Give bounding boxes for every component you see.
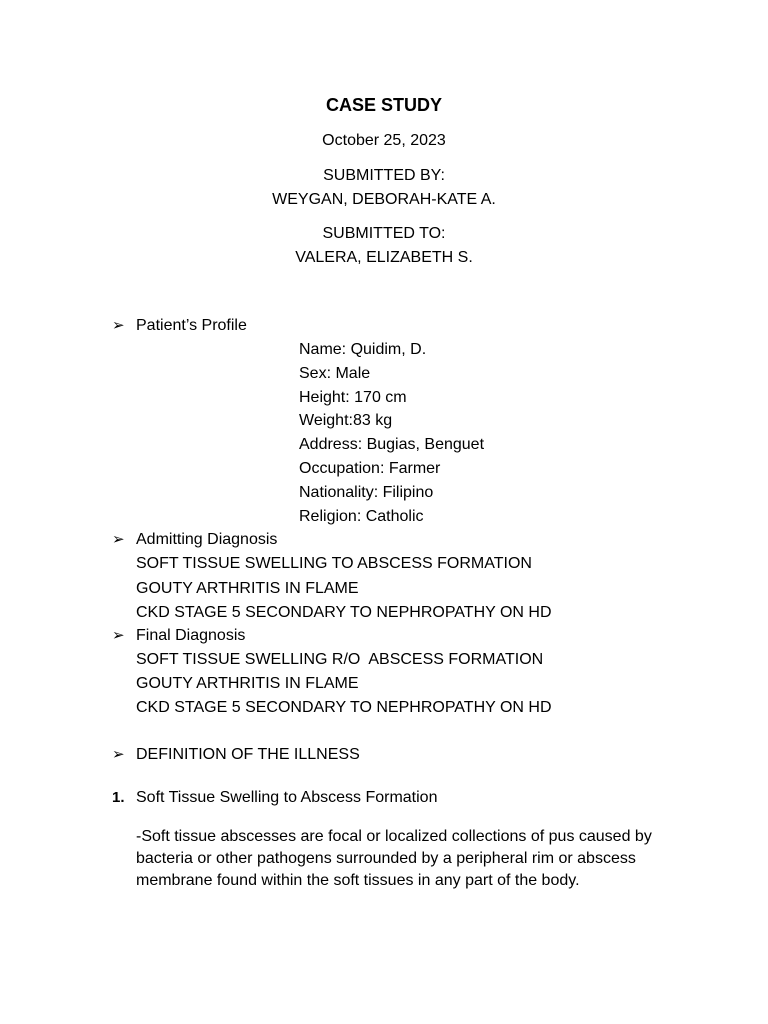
paragraph-line: membrane found within the soft tissues in any part of the body. [136, 872, 580, 889]
definition-heading: DEFINITION OF THE ILLNESS [136, 746, 360, 763]
final-diagnosis-item: CKD STAGE 5 SECONDARY TO NEPHROPATHY ON HD [136, 699, 552, 716]
definition-paragraph [136, 826, 696, 892]
arrow-bullet-icon: ➢ [112, 531, 125, 548]
admitting-diagnosis-item: SOFT TISSUE SWELLING TO ABSCESS FORMATION [136, 555, 532, 572]
arrow-bullet-icon: ➢ [112, 627, 125, 644]
admitting-diagnosis-item: CKD STAGE 5 SECONDARY TO NEPHROPATHY ON HD [136, 604, 552, 621]
paragraph-line: -Soft tissue abscesses are focal or localized collections of pus caused by [136, 828, 652, 845]
final-diagnosis-item: GOUTY ARTHRITIS IN FLAME [136, 675, 359, 692]
final-diagnosis-item: SOFT TISSUE SWELLING R/O ABSCESS FORMATION [136, 651, 544, 668]
admitting-diagnosis-heading: Admitting Diagnosis [136, 531, 278, 548]
profile-field-sex: Sex: Male [299, 365, 371, 382]
submitted-by-name: WEYGAN, DEBORAH-KATE A. [272, 191, 496, 208]
profile-field-address: Address: Bugias, Benguet [299, 436, 485, 453]
profile-field-occupation: Occupation: Farmer [299, 460, 441, 477]
submitted-by-label: SUBMITTED BY: [323, 167, 445, 184]
profile-field-nationality: Nationality: Filipino [299, 484, 434, 501]
submitted-to-name: VALERA, ELIZABETH S. [295, 249, 473, 266]
document-title: CASE STUDY [325, 95, 442, 115]
document-date: October 25, 2023 [322, 132, 446, 149]
definition-item-title: Soft Tissue Swelling to Abscess Formation [136, 789, 438, 806]
arrow-bullet-icon: ➢ [112, 317, 125, 334]
patient-profile-heading: Patient’s Profile [136, 317, 247, 334]
submitted-to-label: SUBMITTED TO: [322, 225, 446, 242]
final-diagnosis-heading: Final Diagnosis [136, 627, 246, 644]
paragraph-line: bacteria or other pathogens surrounded by a peripheral rim or abscess [136, 850, 636, 867]
admitting-diagnosis-item: GOUTY ARTHRITIS IN FLAME [136, 580, 359, 597]
list-number: 1. [112, 789, 125, 806]
arrow-bullet-icon: ➢ [112, 746, 125, 763]
profile-field-religion: Religion: Catholic [299, 508, 424, 525]
profile-field-height: Height: 170 cm [299, 389, 407, 406]
profile-field-weight: Weight:83 kg [299, 412, 393, 429]
profile-field-name: Name: Quidim, D. [299, 341, 427, 358]
